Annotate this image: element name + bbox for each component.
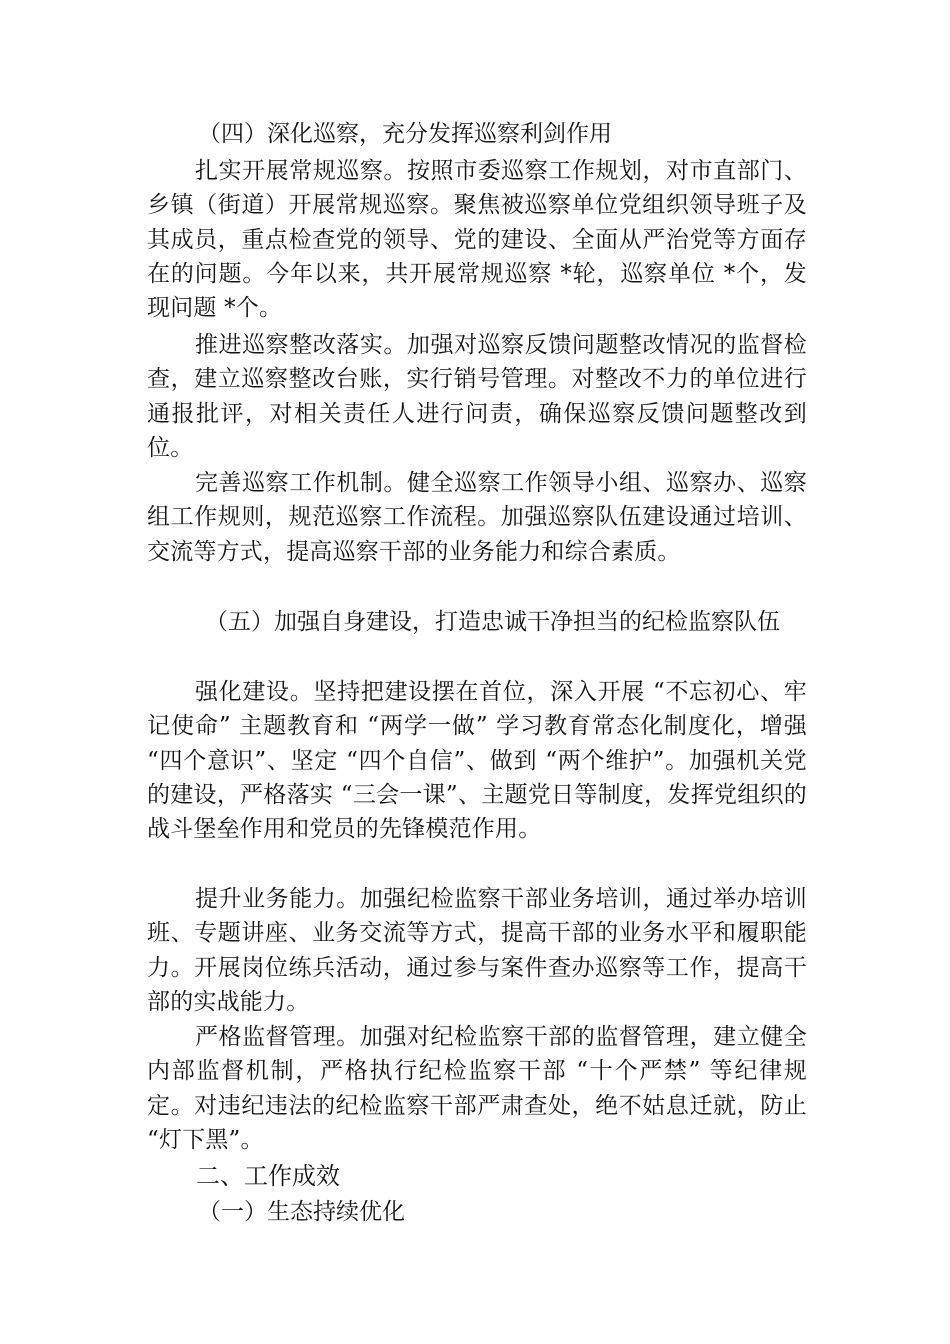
paragraph-inspection-rectification: 推进巡察整改落实。加强对巡察反馈问题整改情况的监督检查，建立巡察整改台账，实行销号管理。对整改不力的单位进行通报批评，对相关责任人进行问责，确保巡察反馈问题整改到位。 [147,332,807,461]
section-heading-2-1: （一）生态持续优化 [198,1199,405,1225]
paragraph-inspection-mechanism: 完善巡察工作机制。健全巡察工作领导小组、巡察办、巡察组工作规则，规范巡察工作流程。加强巡察队伍建设通过培训、交流等方式，提高巡察干部的业务能力和综合素质。 [147,470,807,565]
section-heading-5: （五）加强自身建设，打造忠诚干净担当的纪检监察队伍 [205,609,780,635]
paragraph-strengthen-building: 强化建设。坚持把建设摆在首位，深入开展 “不忘初心、牢记使命” 主题教育和 “两学一做” 学习教育常态化制度化，增强 “四个意识”、坚定 “四个自信”、做到 “两个维护”。加强机关党的建设，严格落实 “三会一课”、主题党日等制度，发挥党组织的战斗堡垒作用和党员的先锋模范作用。 [147,679,807,843]
paragraph-inspection-routine: 扎实开展常规巡察。按照市委巡察工作规划，对市直部门、乡镇（街道）开展常规巡察。聚焦被巡察单位党组织领导班子及其成员，重点检查党的领导、党的建设、全面从严治党等方面存在的问题。今年以来，共开展常规巡察 *轮，巡察单位 *个，发现问题 *个。 [147,158,807,322]
chapter-heading-2: 二、工作成效 [196,1162,340,1190]
section-heading-4: （四）深化巡察，充分发挥巡察利剑作用 [198,121,612,147]
paragraph-business-capability: 提升业务能力。加强纪检监察干部业务培训，通过举办培训班、专题讲座、业务交流等方式，提高干部的业务水平和履职能力。开展岗位练兵活动，通过参与案件查办巡察等工作，提高干部的实战能力。 [147,886,807,1015]
paragraph-supervision-management: 严格监督管理。加强对纪检监察干部的监督管理，建立健全内部监督机制，严格执行纪检监察干部 “十个严禁” 等纪律规定。对违纪违法的纪检监察干部严肃查处，绝不姑息迁就，防止 “灯下黑”。 [147,1024,807,1153]
